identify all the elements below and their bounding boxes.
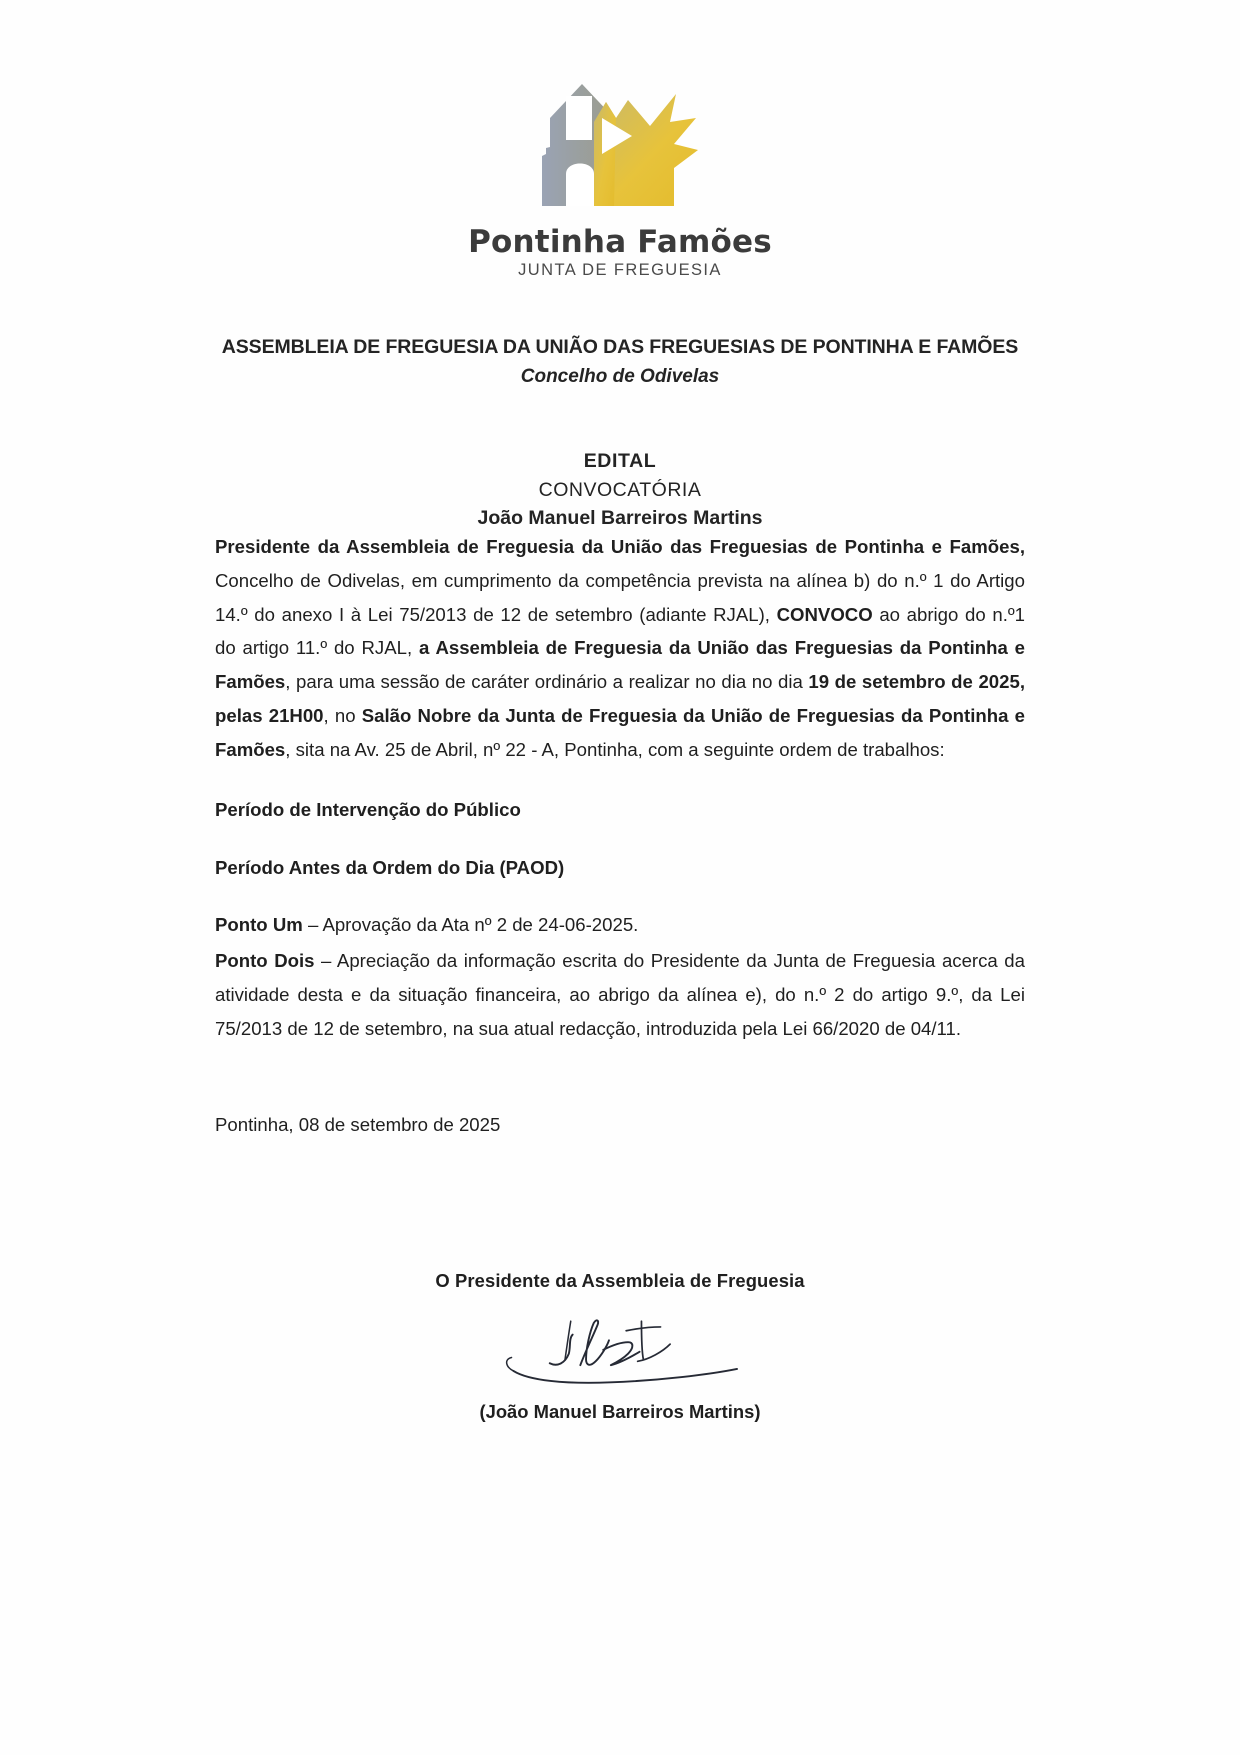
- main-paragraph-segment-4: a Assembleia de Freguesia da União das Freguesias da Pontinha e Famões: [215, 637, 1025, 693]
- place-and-date: Pontinha, 08 de setembro de 2025: [215, 1113, 501, 1135]
- point-um: [215, 908, 1025, 942]
- signature-name: (João Manuel Barreiros Martins): [479, 1400, 761, 1422]
- main-paragraph-segment-5: , para uma sessão de caráter ordinário a realizar no dia no dia: [285, 671, 809, 693]
- main-paragraph-segment-2: CONVOCO: [776, 603, 873, 625]
- point-um-text: – Aprovação da Ata nº 2 de 24-06-2025.: [302, 914, 639, 936]
- document-body: [215, 530, 1025, 1423]
- main-paragraph-segment-1: Concelho de Odivelas, em cumprimento da competência prevista na alínea b) do n.º 1 do Artigo 14.º do anexo I à Lei 75/2013 de 12 de setembro (adiante RJAL),: [215, 569, 1025, 625]
- point-dois: [215, 944, 1025, 1045]
- main-paragraph-segment-7: , no: [323, 705, 362, 727]
- document-person-name: João Manuel Barreiros Martins: [477, 507, 763, 529]
- section-publico: Período de Intervenção do Público: [215, 798, 521, 820]
- main-paragraph: [215, 530, 1025, 767]
- point-dois-label: Ponto Dois: [215, 950, 315, 972]
- section-paod: Período Antes da Ordem do Dia (PAOD): [215, 856, 565, 878]
- logo-block: [0, 0, 1240, 280]
- signature-block: [215, 1270, 1025, 1423]
- main-paragraph-segment-8: Salão Nobre da Junta de Freguesia da União de Freguesias da Pontinha e Famões: [215, 705, 1025, 760]
- point-um-label: Ponto Um: [215, 914, 303, 936]
- handwritten-signature-icon: [458, 1304, 783, 1390]
- organization-title: ASSEMBLEIA DE FREGUESIA DA UNIÃO DAS FREGUESIAS DE PONTINHA E FAMÕES: [221, 336, 1019, 358]
- logo-subtitle: JUNTA DE FREGUESIA: [518, 261, 722, 279]
- logo-name: Pontinha Famões: [468, 224, 772, 260]
- document-kind: CONVOCATÓRIA: [538, 479, 702, 501]
- main-paragraph-segment-0: Presidente da Assembleia de Freguesia da União das Freguesias de Pontinha e Famões,: [215, 536, 1025, 557]
- point-dois-text: – Apreciação da informação escrita do Presidente da Junta de Freguesia acerca da atividade desta e da situação financeira, ao abrigo da alínea e), do n.º 2 do artigo 9.º, da Lei 75/2013 de 12 de setembro, na sua atual redacção, introduzida pela Lei 66/2020 de 04/11.: [215, 950, 1025, 1039]
- pontinha-famoes-logo-icon: [510, 78, 730, 218]
- document-type: EDITAL: [583, 450, 657, 472]
- organization-subtitle: Concelho de Odivelas: [520, 366, 720, 387]
- main-paragraph-segment-3: ao abrigo do n.º1 do artigo 11.º do RJAL,: [215, 603, 1025, 659]
- main-paragraph-segment-6: 19 de setembro de 2025, pelas 21H00: [215, 671, 1025, 727]
- main-paragraph-segment-9: , sita na Av. 25 de Abril, nº 22 - A, Pontinha, com a seguinte ordem de trabalhos:: [285, 738, 945, 760]
- signature-title: O Presidente da Assembleia de Freguesia: [435, 1269, 805, 1291]
